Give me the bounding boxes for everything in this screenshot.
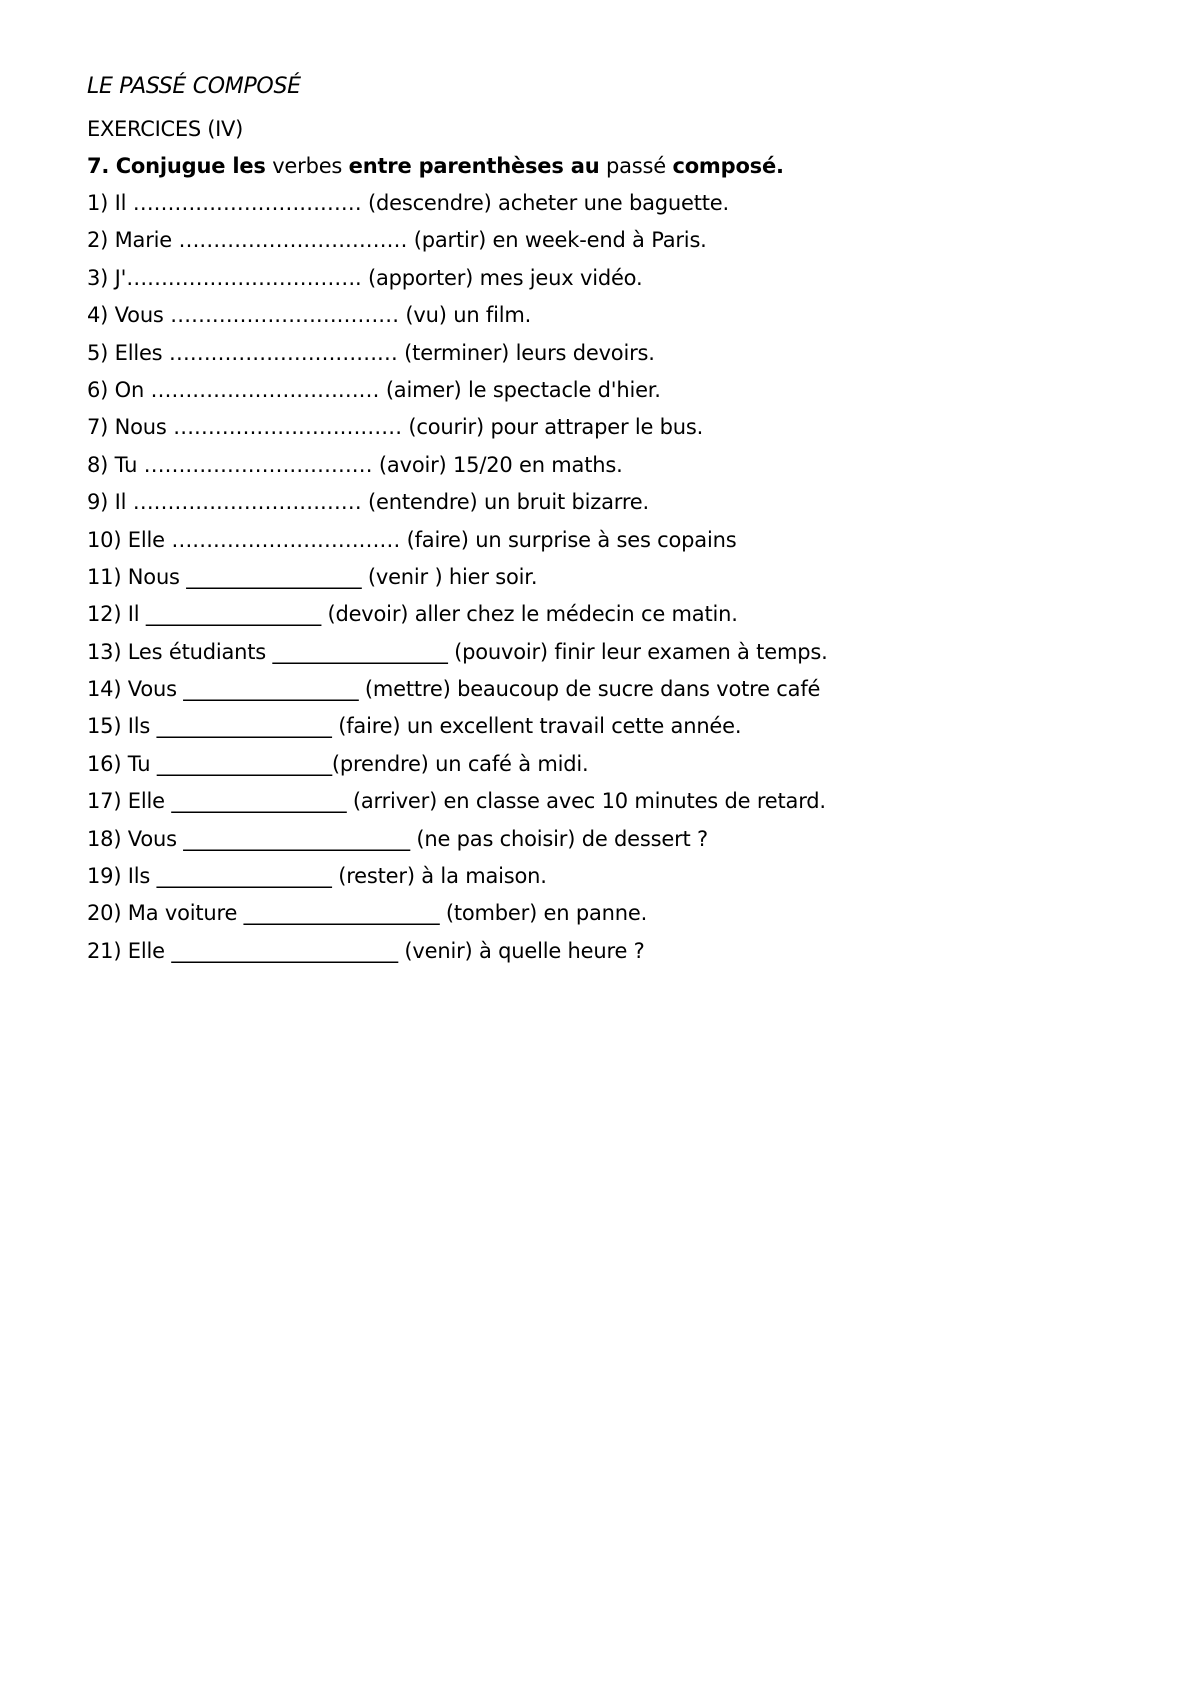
exercise-list — [87, 188, 828, 973]
exercise-set-heading: EXERCICES (IV) — [87, 117, 244, 141]
exercise-number: 7. — [87, 154, 110, 178]
exercise-item: 20) Ma voiture ___________________ (tomber) en panne. — [87, 901, 648, 926]
exercise-item: 11) Nous _________________ (venir ) hier soir. — [87, 564, 538, 589]
instruction-part-3: entre parenthèses au — [348, 154, 600, 178]
instruction-part-2: verbes — [272, 154, 343, 178]
exercise-item: 18) Vous ______________________ (ne pas choisir) de dessert ? — [87, 826, 708, 851]
exercise-item: 7) Nous …………………………… (courir) pour attraper le bus. — [87, 415, 704, 440]
exercise-item: 10) Elle …………………………… (faire) un surprise à ses copains — [87, 527, 737, 552]
exercise-item: 21) Elle ______________________ (venir) à quelle heure ? — [87, 938, 645, 963]
exercise-item: 3) J'……………………………. (apporter) mes jeux vidéo. — [87, 265, 643, 290]
instruction-part-4: passé — [605, 154, 666, 178]
exercise-item: 17) Elle _________________ (arriver) en classe avec 10 minutes de retard. — [87, 789, 826, 814]
exercise-item: 4) Vous …………………………… (vu) un film. — [87, 303, 532, 328]
exercise-item: 19) Ils _________________ (rester) à la maison. — [87, 864, 547, 889]
exercise-item: 5) Elles …………………………… (terminer) leurs devoirs. — [87, 340, 655, 365]
exercise-item: 13) Les étudiants _________________ (pouvoir) finir leur examen à temps. — [87, 639, 828, 664]
exercise-item: 12) Il _________________ (devoir) aller chez le médecin ce matin. — [87, 602, 738, 627]
exercise-item: 16) Tu _________________(prendre) un café à midi. — [87, 751, 589, 776]
exercise-item: 9) Il …………………………… (entendre) un bruit bizarre. — [87, 490, 649, 515]
exercise-item: 8) Tu …………………………… (avoir) 15/20 en maths. — [87, 452, 623, 477]
exercise-item: 1) Il …………………………… (descendre) acheter une baguette. — [87, 191, 729, 215]
instruction-part-1: Conjugue les — [115, 154, 266, 178]
exercise-item: 15) Ils _________________ (faire) un excellent travail cette année. — [87, 714, 742, 739]
exercise-item: 14) Vous _________________ (mettre) beaucoup de sucre dans votre café — [87, 677, 821, 702]
instruction-part-5: composé. — [672, 154, 784, 178]
exercise-item: 2) Marie …………………………… (partir) en week-end à Paris. — [87, 228, 707, 253]
page-title: LE PASSÉ COMPOSÉ — [87, 74, 301, 99]
exercise-instruction — [87, 151, 784, 181]
exercise-item: 6) On …………………………… (aimer) le spectacle d'hier. — [87, 377, 661, 402]
